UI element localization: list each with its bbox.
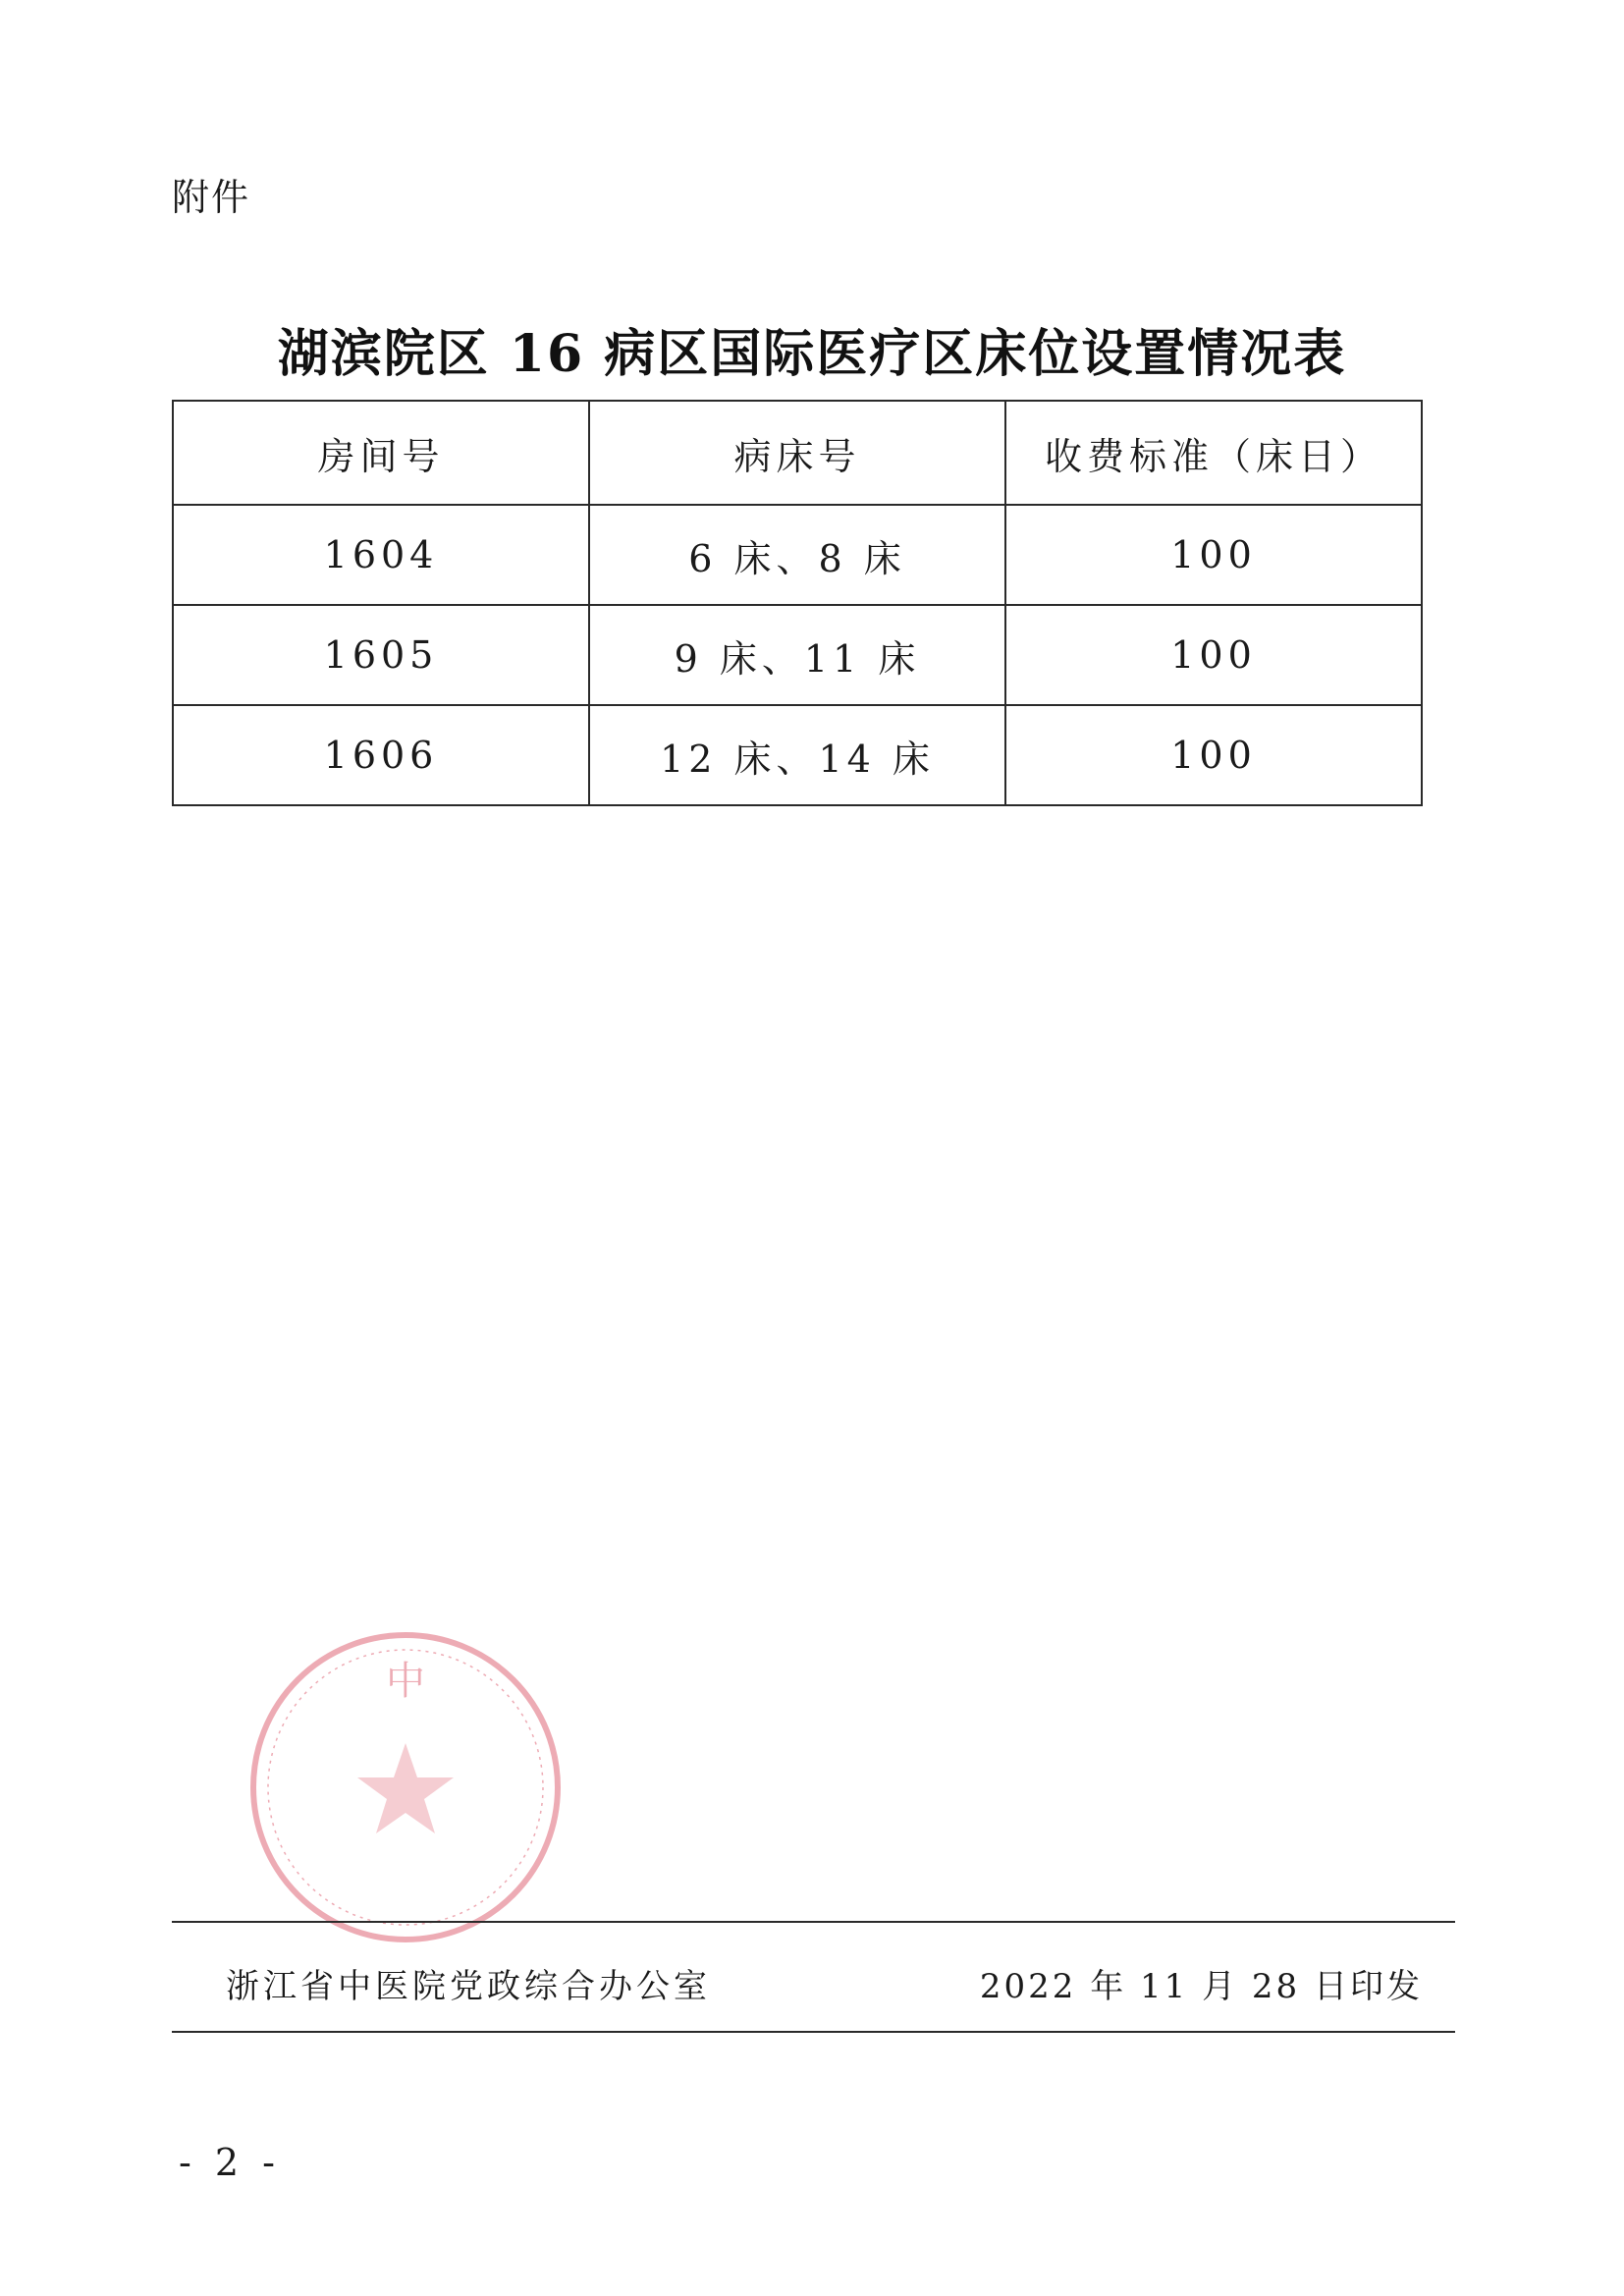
page-number: - 2 - [179,2141,282,2184]
room-number-cell: 1606 [173,705,589,805]
seal-character: 中 [386,1659,425,1704]
issuing-office: 浙江省中医院党政综合办公室 [226,1967,711,2006]
table-header-row [173,401,1422,505]
footer-top-rule [172,1921,1455,1923]
document-title: 湖滨院区 16 病区国际医疗区床位设置情况表 [277,324,1347,384]
bed-allocation-table [172,400,1423,806]
seal-star-icon [357,1743,454,1833]
issue-date: 2022 年 11 月 28 日印发 [979,1967,1423,2006]
official-seal-icon [244,1625,568,1949]
fee-cell: 100 [1005,505,1422,605]
bed-number-cell: 6 床、8 床 [589,505,1005,605]
table-row [173,605,1422,705]
room-number-cell: 1604 [173,505,589,605]
footer-bottom-rule [172,2031,1455,2033]
fee-cell: 100 [1005,605,1422,705]
attachment-label: 附件 [172,176,251,219]
fee-cell: 100 [1005,705,1422,805]
room-number-cell: 1605 [173,605,589,705]
column-header-room: 房间号 [173,401,589,505]
table-row [173,705,1422,805]
bed-number-cell: 9 床、11 床 [589,605,1005,705]
bed-number-cell: 12 床、14 床 [589,705,1005,805]
column-header-fee: 收费标准（床日） [1005,401,1422,505]
column-header-bed: 病床号 [589,401,1005,505]
table-row [173,505,1422,605]
